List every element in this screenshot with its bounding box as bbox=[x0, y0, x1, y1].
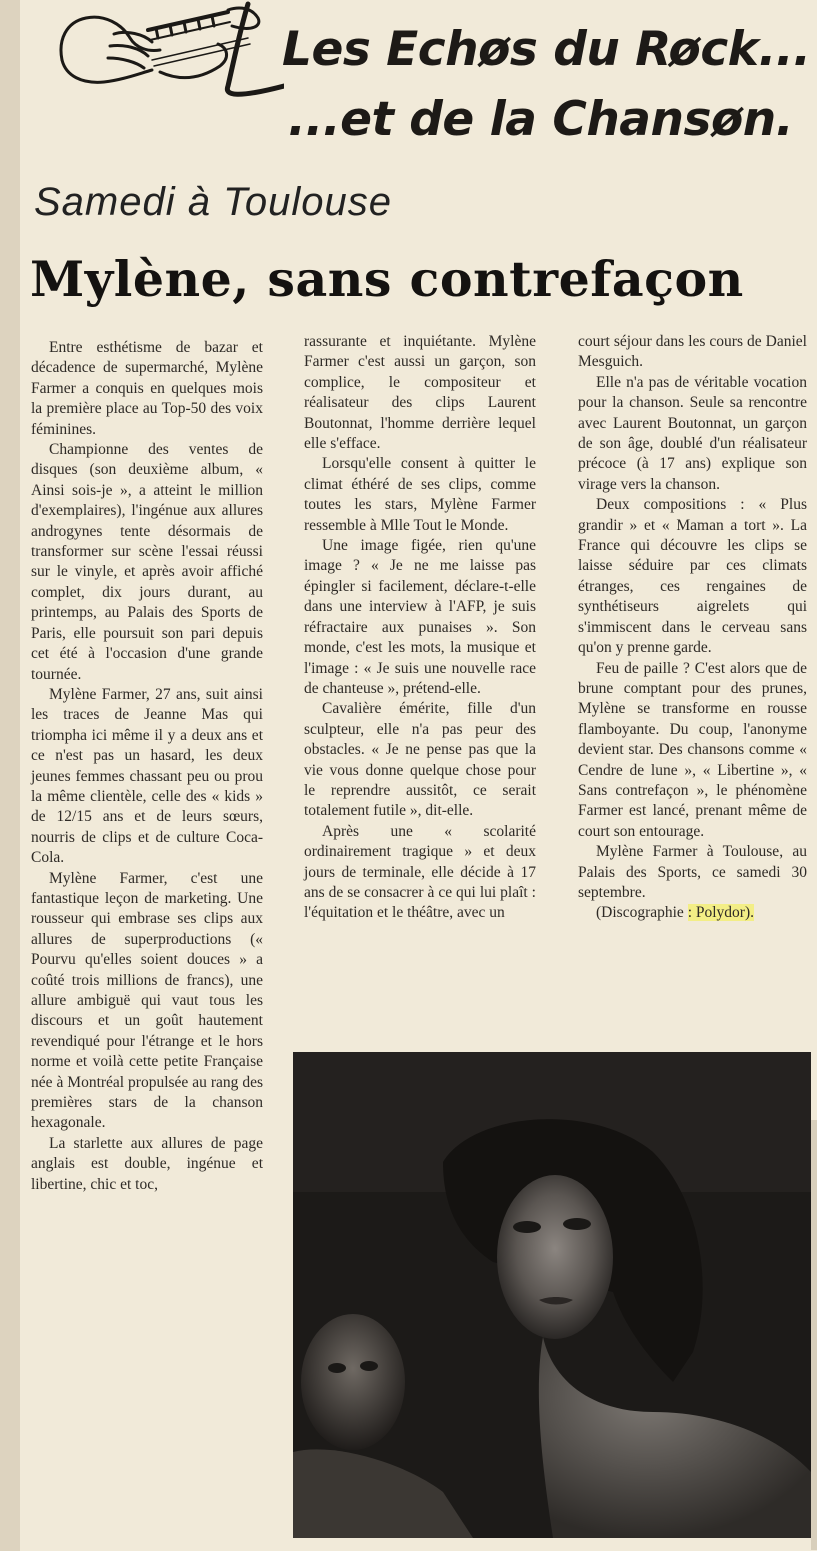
paragraph: Lorsqu'elle consent à quitter le climat éthéré de ses clips, comme toutes les stars, Mylène Farmer ressemble à Mlle Tout le Monde. bbox=[304, 455, 536, 534]
guitar-hand-logo-icon bbox=[52, 0, 284, 102]
discography-credit bbox=[578, 903, 807, 923]
article-column-1 bbox=[31, 338, 263, 1195]
article-column-3 bbox=[578, 332, 807, 924]
paragraph: court séjour dans les cours de Daniel Mesguich. bbox=[578, 333, 807, 371]
artist-photo bbox=[293, 1052, 811, 1538]
paragraph: Feu de paille ? C'est alors que de brune comptant pour des prunes, Mylène se transforme en rousse flamboyante. Du coup, l'anonyme devient star. Des chansons comme « Cendre de lune », « Libertine », « Sans contrefaçon », le phénomène Farmer est lancé, prenant même de court son entourage. bbox=[578, 659, 807, 840]
paragraph: Cavalière émérite, fille d'un sculpteur, elle n'a pas peur des obstacles. « Je ne pense pas que la vie vous donne quelque chose pour le reprendre aussitôt, ce serait totalement futile », dit-elle. bbox=[304, 700, 536, 820]
scan-edge bbox=[811, 1120, 817, 1550]
headline: Mylène, sans contrefaçon bbox=[30, 250, 744, 308]
paragraph: Mylène Farmer à Toulouse, au Palais des Sports, ce samedi 30 septembre. bbox=[578, 843, 807, 901]
paragraph: Une image figée, rien qu'une image ? « Je ne me laisse pas épingler si facilement, déclare-t-elle dans une interview à l'AFP, je suis réfractaire aux punaises ». Son monde, c'est les mots, la musique et l'image : « Je suis une nouvelle race de chanteuse », prétend-elle. bbox=[304, 537, 536, 697]
paragraph: Mylène Farmer, c'est une fantastique leçon de marketing. Une rousseur qui embrase ses clips aux allures de superproductions (« Pourvu qu'elles soient douces » a coûté trois millions de francs), une allure ambiguë qui vaut tous les discours et un goût hautement revendiqué pour l'étrange et le hors norme et voilà cette petite Française née à Montréal propulsée au rang des premières stars de la chanson hexagonale. bbox=[31, 869, 263, 1132]
paragraph: La starlette aux allures de page anglais est double, ingénue et libertine, chic et toc, bbox=[31, 1134, 263, 1193]
paragraph: Championne des ventes de disques (son deuxième album, « Ainsi sois-je », a atteint le million d'exemplaires), l'ingénue aux allures androgynes tente désormais de transformer sur scène l'essai réussi sur le vinyle, et après avoir affiché complet, dix jours durant, au printemps, au Palais des Sports de Paris, elle poursuit son pari depuis cet été à l'occasion d'une grande tournée. bbox=[31, 441, 263, 683]
discography-label-highlight: : Polydor). bbox=[687, 904, 754, 922]
paragraph: Elle n'a pas de véritable vocation pour la chanson. Seule sa rencontre avec Laurent Boutonnat, un garçon de son âge, doublé d'un réalisateur précoce (à 17 ans) explique son virage vers la chanson. bbox=[578, 373, 807, 493]
masthead-title-line1: Les Echøs du Røck... bbox=[282, 22, 811, 77]
article-column-2 bbox=[304, 332, 536, 924]
paragraph: rassurante et inquiétante. Mylène Farmer c'est aussi un garçon, son complice, le compositeur et réalisateur des clips Laurent Boutonnat, l'homme derrière lequel elle s'efface. bbox=[304, 333, 536, 453]
masthead-title-line2: ...et de la Chansøn. bbox=[288, 92, 794, 147]
portrait-image bbox=[293, 1052, 811, 1538]
paragraph: Après une « scolarité ordinairement tragique » et deux jours de terminale, elle décide à 17 ans de se consacrer à ce qui lui plaît : l'équitation et le théâtre, avec un bbox=[304, 822, 536, 922]
discography-label: (Discographie bbox=[596, 904, 684, 922]
kicker: Samedi à Toulouse bbox=[34, 180, 392, 224]
paragraph: Deux compositions : « Plus grandir » et « Maman a tort ». La France qui découvre les clips se laisse séduire par ces climats étranges, ces rengaines de synthétiseurs aigrelets qui s'immiscent dans le cerveau sans qu'on y prenne garde. bbox=[578, 496, 807, 657]
paragraph: Entre esthétisme de bazar et décadence de supermarché, Mylène Farmer a conquis en quelques mois la première place au Top-50 des voix féminines. bbox=[31, 339, 263, 438]
paragraph: Mylène Farmer, 27 ans, suit ainsi les traces de Jeanne Mas qui triompha ici même il y a deux ans et ce n'est pas un hasard, les deux jeunes femmes chassant peu ou prou la même clientèle, celle des « kids » de 12/15 ans et de leurs sœurs, nourris de clips et de culture Coca-Cola. bbox=[31, 685, 263, 867]
scan-gutter bbox=[0, 0, 20, 1551]
